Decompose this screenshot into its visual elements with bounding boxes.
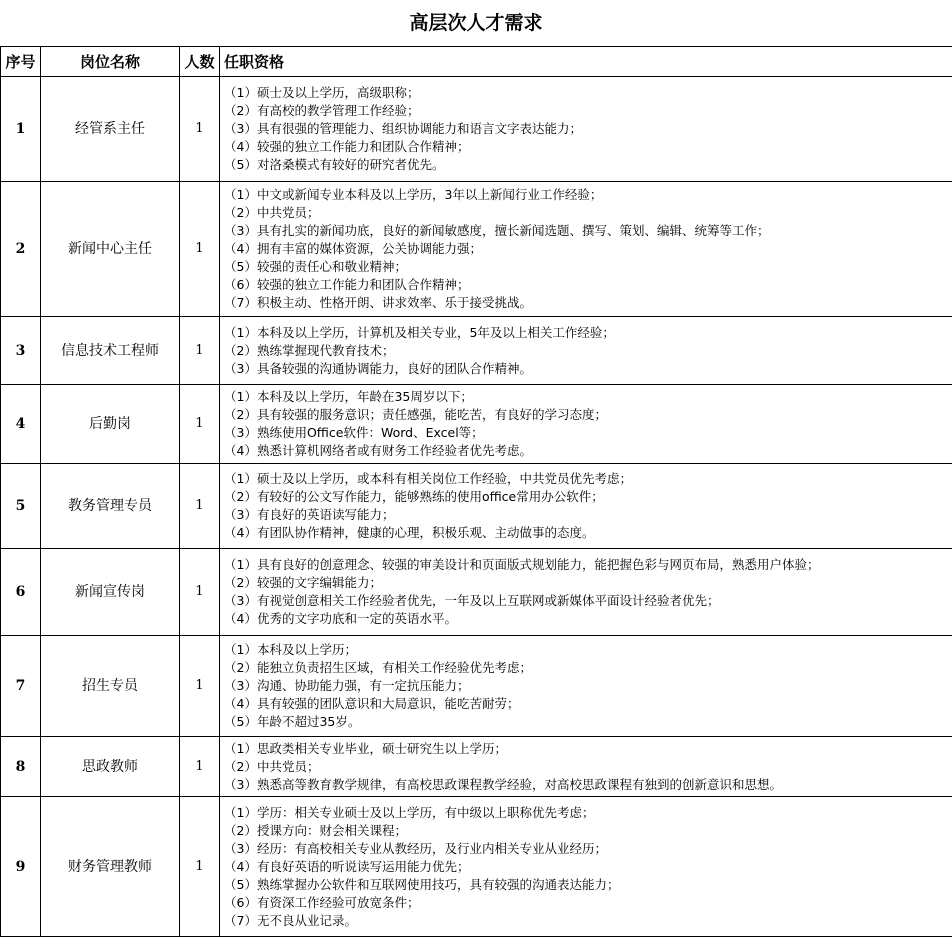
- talent-demand-table: [0, 46, 952, 937]
- position-name: 财务管理教师: [41, 797, 180, 937]
- position-name: 经管系主任: [41, 77, 180, 182]
- headcount: 1: [180, 182, 220, 317]
- header-no: 序号: [1, 47, 41, 77]
- table-row: [1, 464, 952, 549]
- headcount: 1: [180, 636, 220, 737]
- requirement-line: （5）年龄不超过35岁。: [224, 714, 361, 729]
- requirement-line: （5）较强的责任心和敬业精神；: [224, 259, 407, 274]
- row-number: 9: [1, 797, 41, 937]
- row-number: 5: [1, 464, 41, 549]
- requirement-line: （1）中文或新闻专业本科及以上学历，3年以上新闻行业工作经验；: [224, 187, 603, 202]
- requirement-line: （2）能独立负责招生区域，有相关工作经验优先考虑；: [224, 660, 532, 675]
- requirement-line: （7）无不良从业记录。: [224, 912, 357, 928]
- headcount: 1: [180, 737, 220, 797]
- table-row: [1, 317, 952, 385]
- requirement-line: （5）熟练掌握办公软件和互联网使用技巧，具有较强的沟通表达能力；: [224, 876, 620, 892]
- requirement-line: （2）中共党员；: [224, 758, 320, 774]
- header-requirements: 任职资格: [220, 47, 952, 77]
- requirements-cell: [220, 737, 952, 797]
- row-number: 4: [1, 385, 41, 464]
- requirement-line: （2）具有较强的服务意识；责任感强，能吃苦，有良好的学习态度；: [224, 407, 607, 422]
- requirement-line: （3）有良好的英语读写能力；: [224, 507, 395, 522]
- table-row: [1, 77, 952, 182]
- requirement-line: （6）较强的独立工作能力和团队合作精神；: [224, 277, 470, 292]
- requirement-line: （1）本科及以上学历；: [224, 642, 357, 657]
- position-name: 思政教师: [41, 737, 180, 797]
- headcount: 1: [180, 549, 220, 636]
- table-body: [1, 77, 952, 937]
- requirement-line: （7）积极主动、性格开朗、讲求效率、乐于接受挑战。: [224, 295, 532, 310]
- requirement-line: （1）学历：相关专业硕士及以上学历，有中级以上职称优先考虑；: [224, 804, 595, 820]
- position-name: 新闻中心主任: [41, 182, 180, 317]
- requirement-line: （4）具有较强的团队意识和大局意识，能吃苦耐劳；: [224, 696, 520, 711]
- table-row: [1, 385, 952, 464]
- requirements-cell: [220, 797, 952, 937]
- header-position: 岗位名称: [41, 47, 180, 77]
- requirement-line: （3）经历：有高校相关专业从教经历，及行业内相关专业从业经历；: [224, 840, 607, 856]
- row-number: 6: [1, 549, 41, 636]
- requirement-line: （4）优秀的文字功底和一定的英语水平。: [224, 611, 457, 626]
- requirements-cell: [220, 182, 952, 317]
- table-row: [1, 636, 952, 737]
- table-row: [1, 182, 952, 317]
- requirements-cell: [220, 464, 952, 549]
- headcount: 1: [180, 317, 220, 385]
- position-name: 教务管理专员: [41, 464, 180, 549]
- requirement-line: （3）熟练使用Office软件：Word、Excel等；: [224, 425, 484, 440]
- position-name: 新闻宣传岗: [41, 549, 180, 636]
- requirement-line: （3）具备较强的沟通协调能力，良好的团队合作精神。: [224, 360, 532, 376]
- requirement-line: （2）较强的文字编辑能力；: [224, 575, 382, 590]
- requirement-line: （2）授课方向：财会相关课程；: [224, 822, 407, 838]
- requirements-cell: [220, 77, 952, 182]
- row-number: 2: [1, 182, 41, 317]
- position-name: 信息技术工程师: [41, 317, 180, 385]
- requirements-cell: [220, 317, 952, 385]
- position-name: 后勤岗: [41, 385, 180, 464]
- headcount: 1: [180, 464, 220, 549]
- requirement-line: （6）有资深工作经验可放宽条件；: [224, 894, 420, 910]
- header-count: 人数: [180, 47, 220, 77]
- requirement-line: （1）硕士及以上学历，或本科有相关岗位工作经验，中共党员优先考虑；: [224, 471, 632, 486]
- table-row: [1, 549, 952, 636]
- requirement-line: （5）对洛桑模式有较好的研究者优先。: [224, 157, 445, 172]
- row-number: 3: [1, 317, 41, 385]
- requirement-line: （4）拥有丰富的媒体资源，公关协调能力强；: [224, 241, 482, 256]
- table-row: [1, 797, 952, 937]
- requirement-line: （2）熟练掌握现代教育技术；: [224, 342, 395, 358]
- requirement-line: （4）有良好英语的听说读写运用能力优先；: [224, 858, 470, 874]
- requirement-line: （3）具有扎实的新闻功底，良好的新闻敏感度，擅长新闻选题、撰写、策划、编辑、统筹等工作；: [224, 223, 770, 238]
- requirement-line: （3）沟通、协助能力强，有一定抗压能力；: [224, 678, 470, 693]
- headcount: 1: [180, 77, 220, 182]
- requirement-line: （1）硕士及以上学历，高级职称；: [224, 85, 420, 100]
- requirement-line: （3）具有很强的管理能力、组织协调能力和语言文字表达能力；: [224, 121, 582, 136]
- requirement-line: （1）思政类相关专业毕业，硕士研究生以上学历；: [224, 740, 507, 756]
- requirements-cell: [220, 549, 952, 636]
- requirement-line: （2）有较好的公文写作能力，能够熟练的使用office常用办公软件；: [224, 489, 604, 504]
- requirement-line: （2）有高校的教学管理工作经验；: [224, 103, 420, 118]
- requirement-line: （1）具有良好的创意理念、较强的审美设计和页面版式规划能力，能把握色彩与网页布局，熟悉用户体验；: [224, 557, 820, 572]
- row-number: 7: [1, 636, 41, 737]
- requirement-line: （4）有团队协作精神，健康的心理，积极乐观、主动做事的态度。: [224, 525, 595, 540]
- headcount: 1: [180, 797, 220, 937]
- row-number: 1: [1, 77, 41, 182]
- requirement-line: （4）较强的独立工作能力和团队合作精神；: [224, 139, 470, 154]
- requirement-line: （3）熟悉高等教育教学规律，有高校思政课程教学经验，对高校思政课程有独到的创新意识和思想。: [224, 776, 782, 792]
- position-name: 招生专员: [41, 636, 180, 737]
- table-row: [1, 737, 952, 797]
- requirements-cell: [220, 385, 952, 464]
- requirement-line: （4）熟悉计算机网络者或有财务工作经验者优先考虑。: [224, 443, 532, 458]
- page-title: 高层次人才需求: [409, 12, 543, 34]
- row-number: 8: [1, 737, 41, 797]
- headcount: 1: [180, 385, 220, 464]
- requirement-line: （1）本科及以上学历，年龄在35周岁以下；: [224, 389, 473, 404]
- header-row: [1, 47, 952, 77]
- requirement-line: （3）有视觉创意相关工作经验者优先，一年及以上互联网或新媒体平面设计经验者优先；: [224, 593, 720, 608]
- requirement-line: （1）本科及以上学历，计算机及相关专业，5年及以上相关工作经验；: [224, 324, 615, 340]
- requirements-cell: [220, 636, 952, 737]
- requirement-line: （2）中共党员；: [224, 205, 320, 220]
